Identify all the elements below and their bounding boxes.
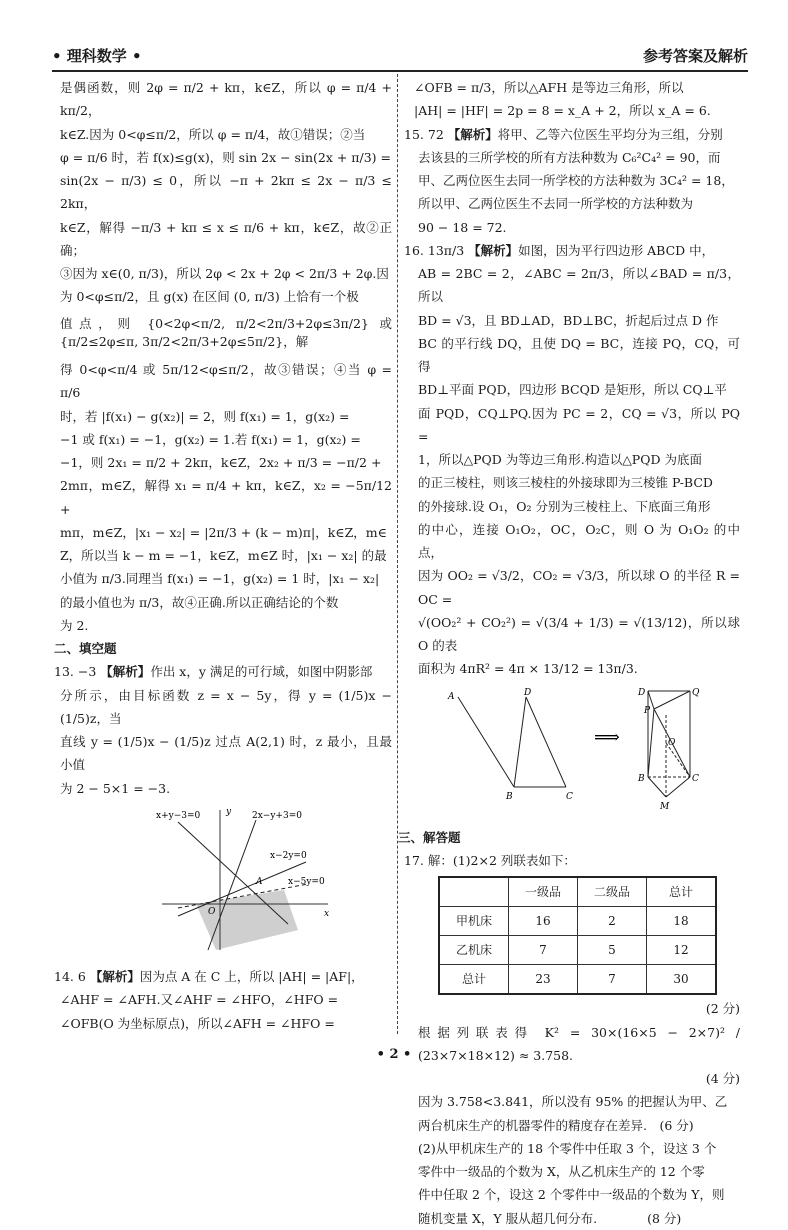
- label-prism-o: O: [668, 737, 676, 748]
- text-line: ∠OFB(O 为坐标原点)，所以∠AFH = ∠HFO =: [60, 1015, 335, 1031]
- score-marker: (2 分): [705, 1001, 740, 1017]
- label-c: C: [566, 791, 573, 802]
- q14-analysis-tag: 【解析】: [89, 969, 140, 984]
- text-line: 的外接球.设 O₁，O₂ 分别为三棱柱上、下底面三角形: [418, 498, 711, 514]
- text-line: 的正三棱柱，则该三棱柱的外接球即为三棱锥 P-BCD: [418, 475, 713, 491]
- text-line: 直线 y = (1/5)x − (1/5)z 过点 A(2,1) 时，z 最小，且最小值: [60, 734, 392, 773]
- header-subject: • 理科数学 •: [52, 47, 142, 65]
- text-line: |AH| = |HF| = 2p = 8 = x_A + 2，所以 x_A = 6.: [414, 103, 711, 119]
- q13-analysis-tag: 【解析】: [100, 664, 151, 680]
- header-title: 参考答案及解析: [642, 47, 748, 65]
- table-cell: 总计: [439, 965, 509, 995]
- q12-continued: [60, 76, 392, 637]
- table-cell: 30: [647, 965, 717, 995]
- label-a: A: [448, 691, 455, 702]
- left-column: [54, 76, 392, 1035]
- text-line: (2)从甲机床生产的 18 个零件中任取 3 个，设这 3 个: [418, 1140, 717, 1156]
- feasible-region-figure: [138, 804, 338, 954]
- label-prism-p: P: [644, 705, 651, 716]
- table-cell: 甲机床: [439, 907, 509, 936]
- table-cell: 23: [509, 965, 578, 995]
- table-header-row: [439, 877, 716, 907]
- text-line: 1，所以△PQD 为等边三角形.构造以△PQD 为底面: [418, 452, 702, 467]
- text-line: 因为点 A 在 C 上，所以 |AH| = |AF|，: [139, 969, 364, 984]
- text-line: 分所示，由目标函数 z = x − 5y，得 y = (1/5)x − (1/5)z，当: [60, 687, 392, 726]
- section-fill-in-title: 二、填空题: [54, 641, 117, 656]
- column-divider: [397, 74, 398, 1034]
- table-row: [439, 965, 716, 995]
- label-y-axis: y: [226, 806, 232, 817]
- q16-number: 16.: [404, 242, 424, 258]
- table-header-cell: 二级品: [578, 877, 647, 907]
- q17-intro: 17. 解：(1)2×2 列联表如下：: [404, 853, 576, 868]
- table-header-cell: [439, 877, 509, 907]
- arrow-symbol: ⟹: [594, 726, 620, 748]
- text-line: φ = π/6 时，若 f(x)≤g(x)，则 sin 2x − sin(2x + π/3) =: [60, 149, 392, 165]
- table-cell: 7: [509, 936, 578, 965]
- label-prism-b: B: [638, 773, 645, 784]
- k2-formula: 根据列联表得 K² = 30×(16×5 − 2×7)² / (23×7×18×12) ≈ 3.758.: [418, 1024, 740, 1063]
- label-d: D: [524, 687, 532, 698]
- text-line: k∈Z.因为 0<φ≤π/2，所以 φ = π/4，故①错误；②当: [60, 126, 366, 142]
- parallelogram-abcd: [458, 697, 566, 787]
- text-line: Z，所以当 k − m = −1，k∈Z，m∈Z 时，|x₁ − x₂| 的最: [60, 548, 387, 563]
- text-line: k∈Z，解得 −π/3 + kπ ≤ x ≤ π/6 + kπ，k∈Z，故②正确；: [60, 219, 392, 258]
- text-line: −1 或 f(x₁) = −1，g(x₂) = 1.若 f(x₁) = 1，g(x₂) =: [60, 431, 361, 447]
- label-origin: O: [208, 906, 216, 917]
- text-line: ③因为 x∈(0, π/3)，所以 2φ < 2x + 2φ < 2π/3 + 2φ.因: [60, 266, 389, 281]
- table-cell: 18: [647, 907, 717, 936]
- text-line: 面 PQD，CQ⊥PQ.因为 PC = 2，CQ = √3，所以 PQ =: [418, 405, 740, 444]
- table-cell: 5: [578, 936, 647, 965]
- label-prism-q: Q: [692, 687, 700, 698]
- text-line: 为 0<φ≤π/2，且 g(x) 在区间 (0, π/3) 上恰有一个极: [60, 289, 359, 305]
- text-line: 的最小值也为 π/3，故④正确.所以正确结论的个数: [60, 594, 339, 610]
- table-cell: 2: [578, 907, 647, 936]
- q16-answer: 13π/3: [427, 242, 465, 258]
- text-line: 为 2 − 5×1 = −3.: [60, 780, 171, 796]
- text-line: 为 2.: [60, 617, 89, 633]
- q16: [404, 239, 740, 681]
- label-2x-y: 2x−y+3=0: [252, 810, 302, 821]
- label-prism-c: C: [692, 773, 699, 784]
- q14-answer: 6: [77, 969, 86, 984]
- q16-analysis-tag: 【解析】: [468, 242, 519, 258]
- contingency-table: [438, 876, 717, 995]
- q14-number: 14.: [54, 969, 74, 984]
- section-solution-title: 三、解答题: [398, 829, 461, 845]
- label-x-plus-y: x+y−3=0: [156, 810, 201, 821]
- text-line: 随机变量 X，Y 服从超几何分布. (8 分): [418, 1210, 682, 1226]
- label-x-5y: x−5y=0: [288, 876, 325, 887]
- text-line: 因为 OO₂ = √3/2，CO₂ = √3/3，所以球 O 的半径 R = OC =: [418, 568, 740, 607]
- text-line: 面积为 4πR² = 4π × 13/12 = 13π/3.: [418, 661, 638, 677]
- text-line: 是偶函数，则 2φ = π/2 + kπ，k∈Z，所以 φ = π/4 + kπ/2，: [60, 80, 392, 119]
- label-prism-m: M: [660, 801, 670, 812]
- table-header-cell: 一级品: [509, 877, 578, 907]
- label-x-2y: x−2y=0: [270, 850, 307, 861]
- q15-number: 15.: [404, 126, 424, 142]
- text-line: 作出 x，y 满足的可行域，如图中阴影部: [150, 664, 373, 680]
- text-line: 所以甲、乙两位医生不去同一所学校的方法种数为: [418, 196, 694, 212]
- label-point-a: A: [256, 876, 263, 887]
- table-row: [439, 936, 716, 965]
- q14: [54, 965, 392, 1035]
- table-cell: 乙机床: [439, 936, 509, 965]
- table-header-cell: 总计: [647, 877, 717, 907]
- table-cell: 7: [578, 965, 647, 995]
- text-line: 两台机床生产的机器零件的精度存在差异. (6 分): [418, 1117, 694, 1133]
- text-line: −1，则 2x₁ = π/2 + 2kπ，k∈Z，2x₂ + π/3 = −π/2 +: [60, 455, 382, 470]
- label-prism-d: D: [638, 687, 646, 698]
- text-line: mπ，m∈Z，|x₁ − x₂| = |2π/3 + (k − m)π|，k∈Z，m∈: [60, 524, 387, 540]
- q13: [54, 660, 392, 800]
- text-line: √(OO₂² + CO₂²) = √(3/4 + 1/3) = √(13/12)，所以球 O 的表: [418, 614, 740, 653]
- page-number: • 2 •: [376, 1047, 412, 1062]
- score-marker: (4 分): [705, 1071, 740, 1086]
- q17: [404, 849, 740, 1230]
- text-line: sin(2x − π/3) ≤ 0，所以 −π + 2kπ ≤ 2x − π/3 ≤ 2kπ，: [60, 173, 392, 212]
- text-line: ∠AHF = ∠AFH.又∠AHF = ∠HFO，∠HFO =: [60, 992, 339, 1008]
- text-line: 的中心，连接 O₁O₂，OC，O₂C，则 O 为 O₁O₂ 的中点，: [418, 521, 740, 560]
- text-line: 值点，则 {0<2φ<π/2, π/2<2π/3+2φ≤3π/2} 或 {π/2≤2φ≤π, 3π/2<2π/3+2φ≤5π/2}，解: [60, 315, 392, 350]
- text-line: BC 的平行线 DQ，且使 DQ = BC，连接 PQ，CQ，可得: [418, 335, 740, 374]
- text-line: 零件中一级品的个数为 X，从乙机床生产的 12 个零: [418, 1164, 705, 1179]
- folding-figure: [418, 685, 738, 815]
- text-line: 因为 3.758<3.841，所以没有 95% 的把握认为甲、乙: [418, 1094, 728, 1110]
- text-line: 去该县的三所学校的所有方法种数为 C₆²C₄² = 90，而: [418, 149, 721, 165]
- text-line: 件中任取 2 个，设这 2 个零件中一级品的个数为 Y，则: [418, 1187, 725, 1203]
- q13-answer: −3: [77, 664, 97, 680]
- text-line: 2mπ，m∈Z，解得 x₁ = π/4 + kπ，k∈Z，x₂ = −5π/12 +: [60, 478, 392, 517]
- text-line: 甲、乙两位医生去同一所学校的方法种数为 3C₄² = 18，: [418, 173, 734, 188]
- text-line: 将甲、乙等六位医生平均分为三组，分别: [497, 126, 723, 142]
- q15-analysis-tag: 【解析】: [447, 126, 498, 142]
- page-header: [52, 40, 748, 72]
- table-cell: 16: [509, 907, 578, 936]
- table-cell: 12: [647, 936, 717, 965]
- text-line: 得 0<φ<π/4 或 5π/12<φ≤π/2，故③错误；④当 φ = π/6: [60, 362, 392, 401]
- q14-continued: [404, 76, 740, 123]
- label-x-axis: x: [324, 908, 330, 919]
- text-line: BD = √3，且 BD⊥AD，BD⊥BC，折起后过点 D 作: [418, 312, 719, 328]
- text-line: 时，若 |f(x₁) − g(x₂)| = 2，则 f(x₁) = 1，g(x₂) =: [60, 408, 350, 424]
- q15: [404, 123, 740, 239]
- text-line: 小值为 π/3.同理当 f(x₁) = −1，g(x₂) = 1 时，|x₁ − x₂|: [60, 571, 380, 587]
- label-b: B: [506, 791, 513, 802]
- q15-answer: 72: [427, 126, 444, 142]
- q13-number: 13.: [54, 664, 74, 680]
- text-line: BD⊥平面 PQD，四边形 BCQD 是矩形，所以 CQ⊥平: [418, 382, 727, 398]
- text-line: ∠OFB = π/3，所以△AFH 是等边三角形，所以: [414, 80, 684, 95]
- text-line: 90 − 18 = 72.: [418, 219, 507, 235]
- text-line: AB = 2BC = 2，∠ABC = 2π/3，所以∠BAD = π/3，所以: [418, 266, 740, 305]
- table-row: [439, 907, 716, 936]
- text-line: 如图，因为平行四边形 ABCD 中，: [518, 242, 715, 258]
